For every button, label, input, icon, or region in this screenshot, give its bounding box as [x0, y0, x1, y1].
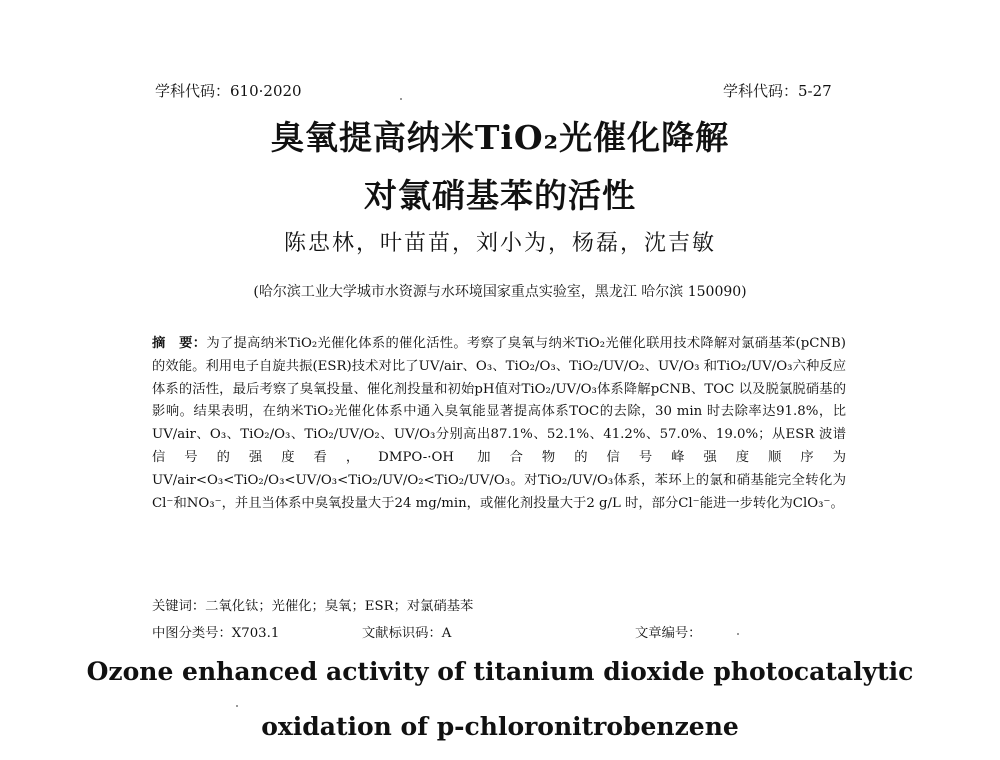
subject-code-right: 学科代码：5-27 [723, 82, 832, 100]
chinese-title-line-2: 对氯硝基苯的活性 [364, 176, 636, 215]
abstract [152, 333, 846, 515]
keywords: 关键词：二氧化钛；光催化；臭氧；ESR；对氯硝基苯 [152, 599, 474, 614]
scan-speck [400, 98, 402, 100]
abstract-label: 摘 要： [152, 336, 207, 351]
clc-number: 中图分类号：X703.1 [152, 626, 280, 641]
scan-speck [737, 633, 739, 635]
english-title-line-1: Ozone enhanced activity of titanium dioxide photocatalytic [86, 657, 914, 686]
chinese-title-line-1: 臭氧提高纳米TiO₂光催化降解 [270, 118, 730, 157]
english-title-line-2: oxidation of p-chloronitrobenzene [261, 712, 739, 741]
author-list: 陈忠林，叶苗苗，刘小为，杨磊，沈吉敏 [283, 231, 716, 256]
scan-speck [236, 705, 238, 707]
subject-code-left: 学科代码：610·2020 [155, 82, 302, 100]
article-number: 文章编号： [635, 626, 702, 641]
abstract-text: 为了提高纳米TiO₂光催化体系的催化活性。考察了臭氧与纳米TiO₂光催化联用技术降解对氯硝基苯(pCNB)的效能。利用电子自旋共振(ESR)技术对比了UV/air、O₃、TiO₂/O₃、TiO₂/UV/O₂、UV/O₃ 和TiO₂/UV/O₃六种反应体系的活性，最后考察了臭氧投量、催化剂投量和初始pH值对TiO₂/UV/O₃体系降解pCNB、TOC 以及脱氯脱硝基的影响。结果表明，在纳米TiO₂光催化体系中通入臭氧能显著提高体系TOC的去除，30 min 时去除率达91.8%，比UV/air、O₃、TiO₂/O₃、TiO₂/UV/O₂、UV/O₃分别高出87.1%、52.1%、41.2%、57.0%、19.0%；从ESR 波谱信号的强度看，DMPO-·OH 加合物的信号峰强度顺序为UV/air<O₃<TiO₂/O₃<UV/O₃<TiO₂/UV/O₂<TiO₂/UV/O₃。对TiO₂/UV/O₃体系，苯环上的氯和硝基能完全转化为Cl⁻和NO₃⁻，并且当体系中臭氧投量大于24 mg/min，或催化剂投量大于2 g/L 时，部分Cl⁻能进一步转化为ClO₃⁻。 [152, 336, 846, 511]
document-code: 文献标识码：A [362, 626, 452, 641]
affiliation: (哈尔滨工业大学城市水资源与水环境国家重点实验室，黑龙江 哈尔滨 150090) [253, 284, 747, 300]
